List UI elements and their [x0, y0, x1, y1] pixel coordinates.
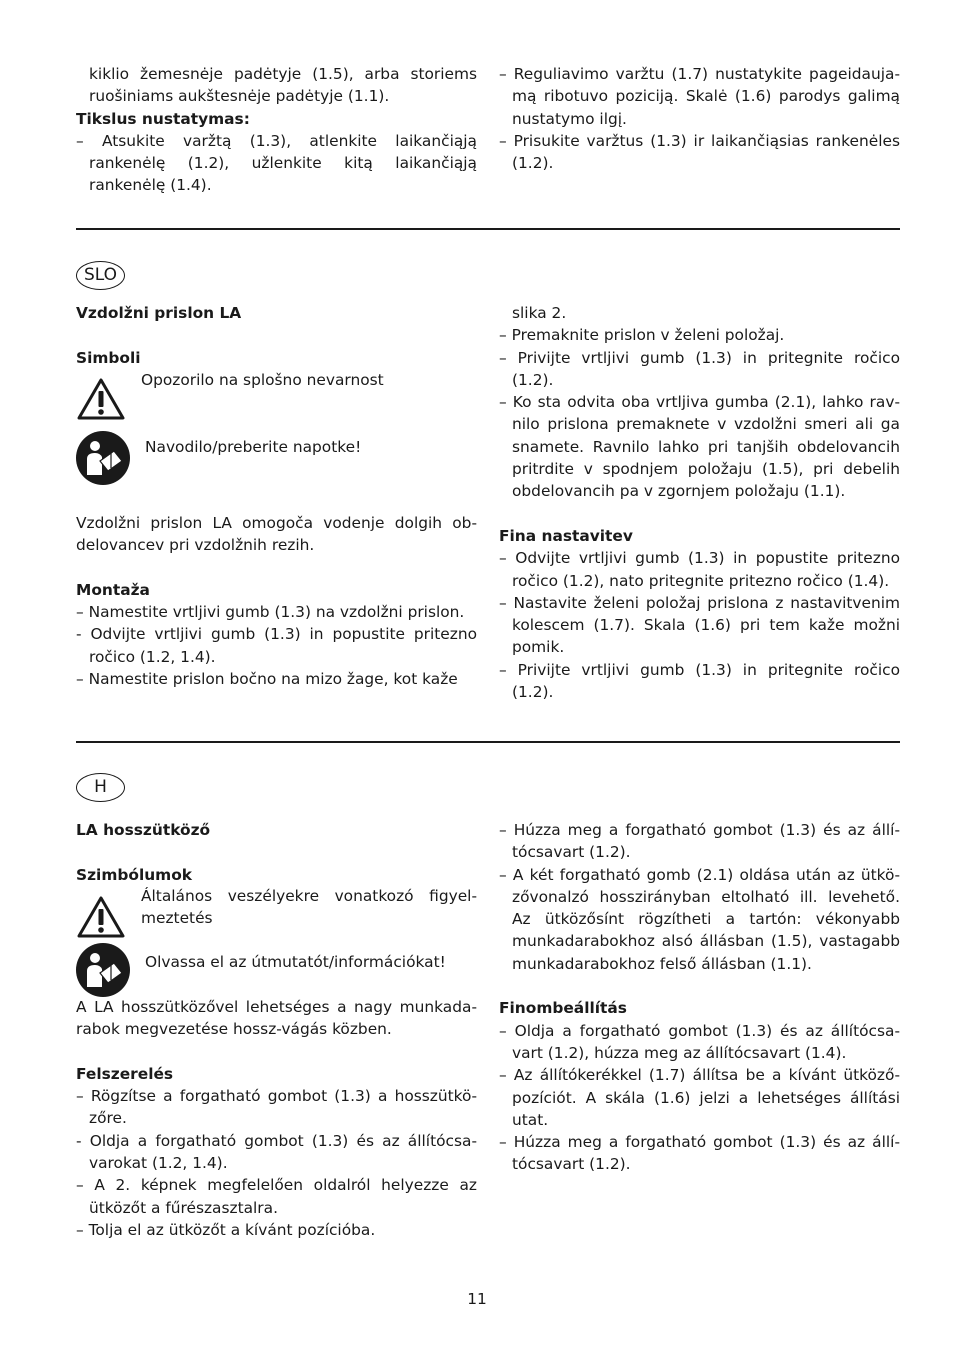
- intro-paragraph: Vzdolžni prislon LA omogoča vodenje dolgih obdelovancev pri vzdolžnih rezih.: [76, 513, 477, 555]
- section-title: Vzdolžni prislon LA: [76, 304, 242, 322]
- manual-symbol-text: Navodilo/preberite napotke!: [145, 437, 362, 456]
- list-item: – A 2. képnek megfelelően oldalról helyezze az ütközőt a fűrészasztalra.: [76, 1176, 477, 1217]
- list-item: - Odvijte vrtljivi gumb (1.3) in popustite pritezno ročico (1.2, 1.4).: [76, 625, 477, 666]
- hu-left-column: [76, 819, 477, 1241]
- warning-symbol-row: [76, 370, 477, 421]
- manual-symbol-text: Olvassa el az útmutatót/információkat!: [145, 952, 446, 971]
- list-item: - Oldja a forgatható gombot (1.3) és az állítócsavarokat (1.2, 1.4).: [76, 1131, 477, 1172]
- list-item: – A két forgatható gomb (2.1) oldása után az ütközővonalzó hosszirányban eltolható ill. levehető. Az ütközősínt rögzítheti a tartón: vékonyabb munkadarabokhoz alsó állásban (1.5), vastagabb munkadarabokhoz felső állásban (1.1).: [499, 865, 900, 973]
- manual-symbol-row: [76, 431, 477, 485]
- section-divider: [76, 228, 900, 230]
- list-item: – Namestite vrtljivi gumb (1.3) na vzdolžni prislon.: [76, 603, 465, 622]
- list-item: – Reguliavimo varžtu (1.7) nustatykite pageidaujamą ribotuvo poziciją. Skalė (1.6) parodys galimą nustatymo ilgį.: [499, 65, 900, 128]
- language-badge-h: H: [76, 773, 125, 802]
- read-manual-icon: [76, 431, 130, 485]
- hu-right-column: [499, 819, 900, 1176]
- warning-triangle-icon: [76, 377, 126, 421]
- list-item: – Privijte vrtljivi gumb (1.3) in pritegnite ročico (1.2).: [499, 348, 900, 389]
- continued-text: slika 2.: [512, 304, 567, 322]
- warning-symbol-row: [76, 885, 477, 939]
- list-item: – Privijte vrtljivi gumb (1.3) in pritegnite ročico (1.2).: [499, 660, 900, 702]
- list-item: – Az állítókerékkel (1.7) állítsa be a kívánt ütközőpozíciót. A skála (1.6) jelzi a lehetséges állítási utat.: [499, 1066, 900, 1129]
- section-title: LA hosszütköző: [76, 821, 211, 839]
- slo-left-column: [76, 302, 477, 690]
- list-item: – Ko sta odvita oba vrtljiva gumba (2.1), lahko ravnilo prislona premaknete v vzdolžni smeri ali ga snamete. Ravnilo lahko pri tanjših obdelovancih pritrdite v spodnjem položaju (1.5), pri debelih obdelovancih pa v zgornjem položaju (1.1).: [499, 393, 900, 501]
- fine-heading: Finombeállítás: [499, 999, 627, 1018]
- paragraph: kiklio žemesnėje padėtyje (1.5), arba storiems ruošiniams aukštesnėje padėtyje (1.1).: [89, 65, 477, 106]
- list-item: – Nastavite želeni položaj prislona z nastavitvenim kolescem (1.7). Skala (1.6) pri tem kaže možni pomik.: [499, 593, 900, 657]
- warning-symbol-text: Opozorilo na splošno nevarnost: [141, 370, 384, 389]
- list-item: – Premaknite prislon v želeni položaj.: [499, 326, 785, 345]
- top-right-column: [499, 63, 900, 174]
- mount-heading: Montaža: [76, 580, 150, 599]
- symbols-heading: Simboli: [76, 348, 141, 367]
- section-divider: [76, 741, 900, 743]
- intro-paragraph: A LA hosszütközővel lehetséges a nagy munkadarabok megvezetése hossz-vágás közben.: [76, 997, 477, 1039]
- list-item: – Atsukite varžtą (1.3), atlenkite laikančiąją rankenėlę (1.2), užlenkite kitą laikančiąją rankenėlę (1.4).: [76, 131, 477, 195]
- read-manual-icon: [76, 943, 130, 997]
- list-item: – Húzza meg a forgatható gombot (1.3) és az állítócsavart (1.2).: [499, 821, 900, 862]
- fine-heading: Fina nastavitev: [499, 526, 633, 545]
- list-item: – Odvijte vrtljivi gumb (1.3) in popustite pritezno ročico (1.2), nato pritegnite pritezno ročico (1.4).: [499, 549, 900, 590]
- warning-symbol-text: Általános veszélyekre vonatkozó figyelmeztetés: [141, 886, 477, 928]
- page-number: 11: [467, 1290, 487, 1308]
- list-item: – Namestite prislon bočno na mizo žage, kot kaže: [76, 669, 458, 688]
- manual-symbol-row: [76, 943, 477, 997]
- slo-right-column: [499, 302, 900, 703]
- list-item: – Tolja el az ütközőt a kívánt pozícióba.: [76, 1220, 376, 1239]
- list-item: – Húzza meg a forgatható gombot (1.3) és az állítócsavart (1.2).: [499, 1133, 900, 1174]
- warning-triangle-icon: [76, 895, 126, 939]
- language-badge-slo: SLO: [76, 261, 125, 290]
- list-item: – Rögzítse a forgatható gombot (1.3) a hosszütközőre.: [76, 1087, 477, 1128]
- mount-heading: Felszerelés: [76, 1064, 174, 1083]
- top-left-column: [76, 63, 477, 197]
- section-heading: Tikslus nustatymas:: [76, 109, 250, 128]
- list-item: – Prisukite varžtus (1.3) ir laikančiąsias rankenėles (1.2).: [499, 131, 900, 173]
- list-item: – Oldja a forgatható gombot (1.3) és az állítócsavart (1.2), húzza meg az állítócsavart (1.4).: [499, 1021, 900, 1062]
- symbols-heading: Szimbólumok: [76, 865, 193, 884]
